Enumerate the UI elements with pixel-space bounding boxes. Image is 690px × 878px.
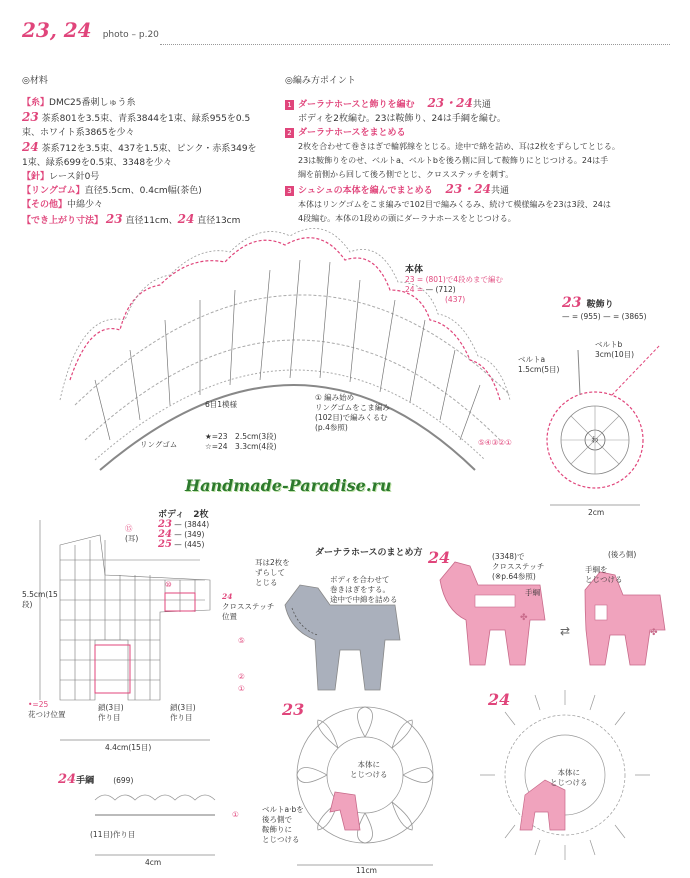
cross-label: 24 クロスステッチ 位置 <box>222 592 275 621</box>
materials-heading: ◎材料 <box>22 76 48 86</box>
assembly-body-note: ボディを合わせて 巻きはぎをする。 途中で中綿を詰める <box>330 575 398 604</box>
row-numbers: ⑤④③②① <box>478 438 512 447</box>
arrow-glyph: ⇄ <box>560 624 571 638</box>
body-chart-grid <box>60 535 210 700</box>
belt-a-label: ベルトa 1.5cm(5目) <box>518 355 560 374</box>
svg-text:✤: ✤ <box>650 628 658 638</box>
assembly-title: ダーナラホースのまとめ方 <box>315 548 423 558</box>
pattern-number: 23, 24 <box>22 18 92 42</box>
assembly-pink-note: (3348)で クロスステッチ (※p.64参照) <box>492 552 545 581</box>
assembly-tezuna: 手綱 <box>525 588 540 597</box>
flower-label: •=25 花つけ位置 <box>28 700 66 719</box>
row10-label: ⑩ <box>165 580 172 589</box>
leg-right-label: 鎖(3目) 作り目 <box>170 703 196 722</box>
saddle-center: わ <box>591 435 599 444</box>
finish23-num: 23 <box>282 700 305 719</box>
materials-line-23a: 23 茶系801を3.5束、青系3844を1束、緑系955を0.5 <box>22 110 251 124</box>
start-note: ① 編み始め リングゴムをこま編み (102目)で編みくるむ (p.4参照) <box>315 393 390 432</box>
reins-title: 24手綱 (699) <box>58 772 134 787</box>
ear-label: ⑮ (耳) <box>125 524 139 543</box>
main-diagram-labels <box>405 265 503 305</box>
step-2-body-2: 23は鞍飾りをのせ、ベルトa、ベルトbを後ろ側に回して鞍飾りにとじつける。24は手 <box>298 156 609 165</box>
reins-width: 4cm <box>145 858 162 867</box>
materials-line-23b: 束、ホワイト系3865を少々 <box>22 128 135 138</box>
reins-row: ① <box>232 810 239 819</box>
step-1-body: ボディを2枚編む。23は鞍飾り、24は手綱を編む。 <box>298 114 506 124</box>
row1-label: ① <box>238 684 245 693</box>
reins-chart <box>95 795 215 855</box>
photo-ref: photo – p.20 <box>102 30 159 40</box>
finish23-belt-note: ベルトa·bを 後ろ側で 鞍飾りに とじつける <box>262 805 304 844</box>
ring-label: リングゴム <box>140 440 178 449</box>
leg-left-label: 鎖(3目) 作り目 <box>98 703 124 722</box>
main-line-24: 24 = — (712) <box>405 285 456 294</box>
step-3-body-2: 4段編む。本体の1段めの頭にダーラナホースをとじつける。 <box>298 214 516 223</box>
row2-label: ② <box>238 672 245 681</box>
belt-b-label: ベルトb 3cm(10目) <box>595 340 635 359</box>
saddle-diagram <box>547 345 660 505</box>
finish23-width: 11cm <box>356 866 377 875</box>
watermark: Handmade-Paradise.ru <box>185 476 392 495</box>
assembly-back-note: 手綱を とじつける <box>585 565 623 584</box>
assembly-24-num: 24 <box>428 548 451 567</box>
step-2: 2 ダーラナホースをまとめる <box>285 126 680 140</box>
step-2-body-1: 2枚を合わせて巻きはぎで輪郭線をとじる。途中で綿を詰め、耳は2枚をずらしてとじる。 <box>298 142 620 151</box>
assembly-ears-note: 耳は2枚を ずらして とじる <box>255 558 290 587</box>
materials-line-24b: 1束、緑系699を0.5束、3348を少々 <box>22 158 173 168</box>
star-legend: ★=23 2.5cm(3段) ☆=24 3.3cm(4段) <box>205 432 277 451</box>
body-width: 4.4cm(15目) <box>105 743 152 752</box>
materials-line-other: 【その他】中綿少々 <box>22 200 104 210</box>
step-3-body-1: 本体はリングゴムをこま編みで102目で編みくるみ、続けて模様編みを23は3段、24は <box>298 200 611 209</box>
svg-text:✤: ✤ <box>520 613 528 623</box>
materials-line-24a: 24 茶系712を3.5束、437を1.5束、ピンク・赤系349を <box>22 140 257 154</box>
pink-horse-back <box>585 572 665 665</box>
materials-line-needle: 【針】レース針0号 <box>22 172 100 182</box>
finish24-center: 本体に とじつける <box>550 768 588 787</box>
finish24-num: 24 <box>488 690 511 709</box>
step-1: 1 ダーラナホースと飾りを編む 23・24共通 <box>285 96 680 112</box>
step-3: 3 シュシュの本体を編んでまとめる 23・24共通 <box>285 182 680 198</box>
body-chart-title: ボディ 2枚 <box>158 510 209 520</box>
row5-label: ⑤ <box>238 636 245 645</box>
points-heading: ◎編み方ポイント <box>285 76 356 86</box>
materials-line-thread: 【糸】DMC25番刺しゅう糸 <box>22 98 136 108</box>
repeat-label: 6目1模様 <box>205 400 238 409</box>
pink-scallop-row <box>70 238 500 400</box>
body-height: 5.5cm(15段) <box>22 590 58 609</box>
finish23-center: 本体に とじつける <box>350 760 388 779</box>
saddle-legend: — = (955) — = (3865) <box>562 312 647 321</box>
step-2-body-3: 綱を前側から回して後ろ側でとじ、クロスステッチを刺す。 <box>298 170 514 179</box>
finished-23 <box>297 707 433 865</box>
body-chart-title-block: ボディ 2枚 23 — (3844) 24 — (349) 25 — (445) <box>158 510 210 550</box>
saddle-width: 2cm <box>588 508 605 517</box>
main-line-23: 23 = (801)で4段めまで編む <box>405 275 504 284</box>
ring-gum-line <box>100 385 475 470</box>
materials-line-size: 【でき上がり寸法】 23 直径11cm、24 直径13cm <box>22 212 241 226</box>
saddle-title: 23 鞍飾り <box>562 295 614 311</box>
materials-line-ring: 【リングゴム】直径5.5cm、0.4cm幅(茶色) <box>22 186 202 196</box>
main-line-24b: (437) <box>445 295 466 304</box>
reins-chain: (11目)作り目 <box>90 830 136 839</box>
main-title: 本体 <box>405 265 424 275</box>
assembly-back-label: (後ろ側) <box>608 550 637 559</box>
